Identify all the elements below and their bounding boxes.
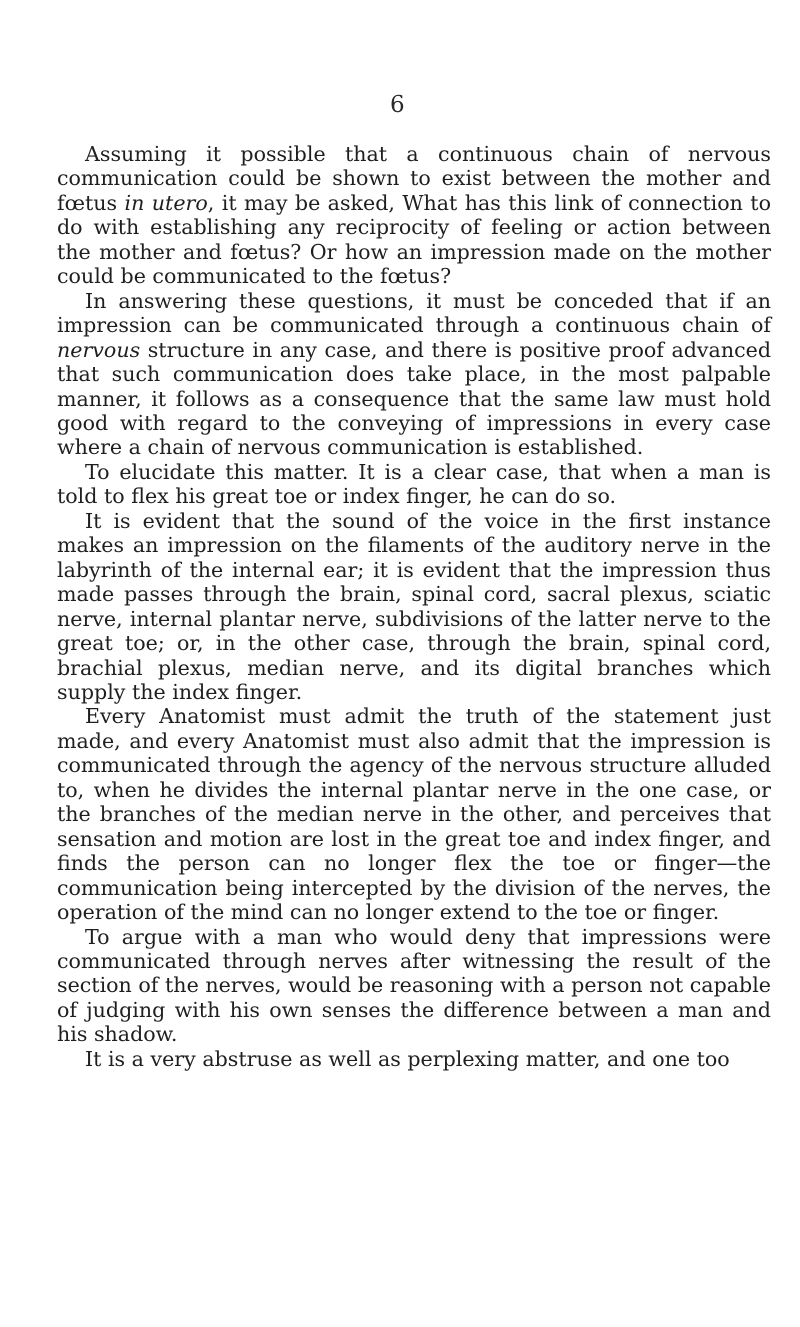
body-text	[57, 142, 771, 1071]
paragraph-2-text-b: structure in any case, and there is positive proof advanced that such communication does take place, in the most palpable manner, it follows as a consequence that the same law must hold good with regard to the conveying of impressions in every case where a chain of nervous communication is established.	[57, 337, 771, 460]
paragraph-4: It is evident that the sound of the voice in the first instance makes an impression on the filaments of the auditory nerve in the labyrinth of the internal ear; it is evident that the impression thus made passes through the brain, spinal cord, sacral plexus, sciatic nerve, internal plantar nerve, subdivisions of the latter nerve to the great toe; or, in the other case, through the brain, spinal cord, brachial plexus, median nerve, and its digital branches which supply the index finger.	[57, 508, 771, 704]
paragraph-5: Every Anatomist must admit the truth of the statement just made, and every Anatomist must also admit that the impression is communicated through the agency of the nervous structure alluded to, when he divides the internal plantar nerve in the one case, or the branches of the median nerve in the other, and perceives that sensation and motion are lost in the great toe and index finger, and finds the person can no longer flex the toe or finger—the communication being intercepted by the division of the nerves, the operation of the mind can no longer extend to the toe or finger.	[57, 704, 771, 925]
paragraph-1-italic: in utero	[124, 190, 208, 215]
paragraph-1	[57, 142, 771, 289]
paragraph-7: It is a very abstruse as well as perplexing matter, and one too	[85, 1046, 730, 1071]
paragraph-1-text-a: Assuming it possible that a continuous chain of nervous communication could be shown to exist between the mother and fœtus	[57, 142, 771, 215]
paragraph-2-text-a: In answering these questions, it must be conceded that if an impression can be communicated through a continuous chain of	[57, 288, 771, 338]
paragraph-1-text-b: , it may be asked, What has this link of connection to do with establishing any reciprocity of feeling or action between the mother and fœtus? Or how an impression made on the mother could be communicated to the fœtus?	[57, 190, 771, 289]
paragraph-2-italic: nervous	[57, 337, 141, 362]
paragraph-3: To elucidate this matter. It is a clear case, that when a man is told to flex his great toe or index finger, he can do so.	[57, 459, 771, 509]
paragraph-6: To argue with a man who would deny that impressions were communicated through nerves after witnessing the result of the section of the nerves, would be reasoning with a person not capable of judging with his own senses the difference between a man and his shadow.	[57, 924, 771, 1047]
paragraph-2	[57, 289, 771, 460]
page-number: 6	[390, 92, 405, 118]
